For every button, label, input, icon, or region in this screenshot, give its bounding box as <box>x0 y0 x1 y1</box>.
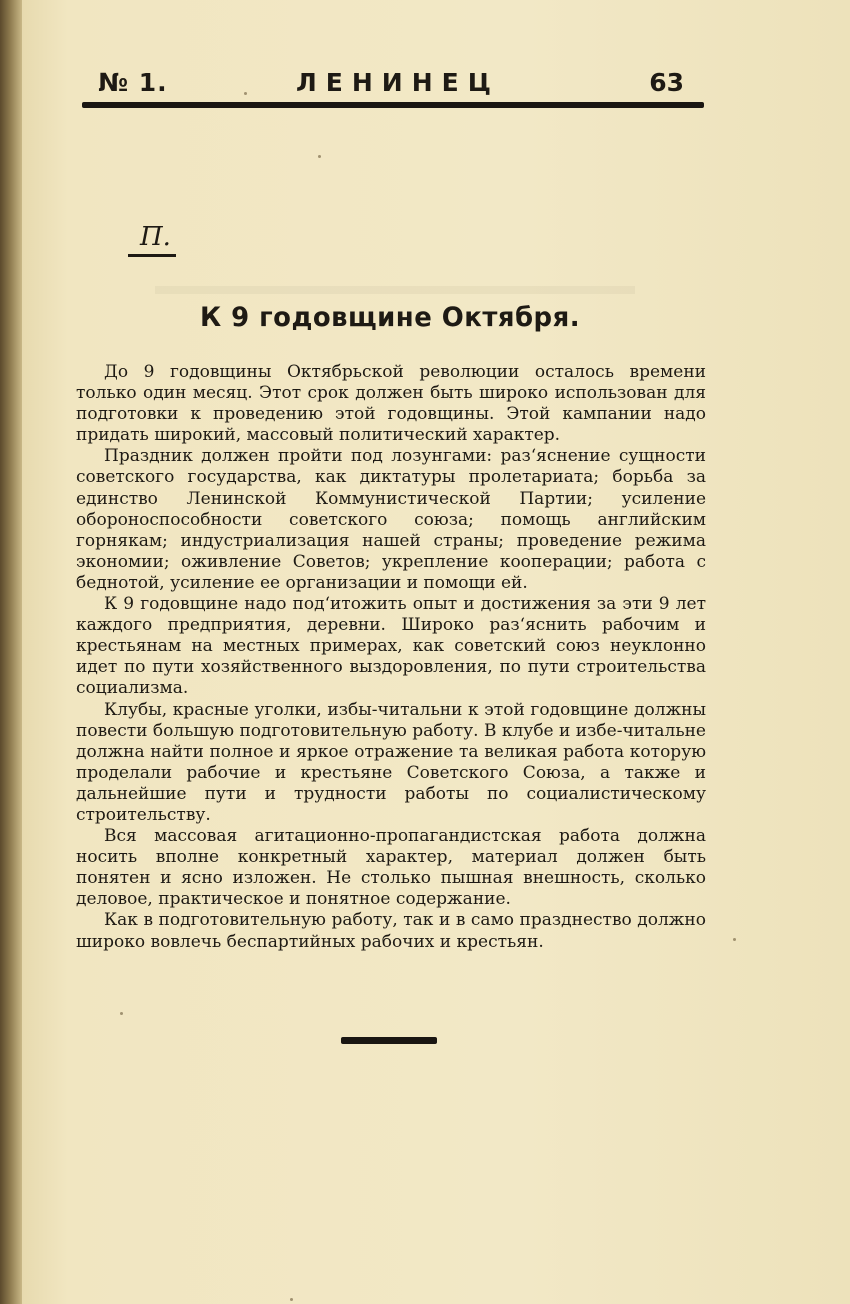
bleed-through-bar <box>155 286 635 294</box>
section-initial: П. <box>140 222 171 252</box>
paragraph: К 9 годовщине надо под‘итожить опыт и достижения за эти 9 лет каждого предприятия, деревни. Широко раз‘яснить рабочим и крестьянам на местных примерах, как советский союз неуклонно идет по пути хозяйственного выздоровления, по пути строительства социализма. <box>76 594 706 699</box>
paragraph: Праздник должен пройти под лозунгами: раз‘яснение сущности советского государства, как диктатуры пролетариата; борьба за единство Ленинской Коммунистической Партии; усиление обороноспособности советского союза; помощь английским горнякам; индустриализация нашей страны; проведение режима экономии; оживление Советов; укрепление кооперации; работа с беднотой, усиление ее организации и помощи ей. <box>76 446 706 593</box>
paragraph: Как в подготовительную работу, так и в само празднество должно широко вовлечь беспартийных рабочих и крестьян. <box>76 910 706 952</box>
article-body <box>76 362 706 953</box>
book-spine <box>0 0 22 1304</box>
paper-speck <box>244 92 247 95</box>
end-rule <box>341 1037 437 1044</box>
journal-title: ЛЕНИНЕЦ <box>296 68 500 97</box>
paragraph: До 9 годовщины Октябрьской революции осталось времени только один месяц. Этот срок должен быть широко использован для подготовки к проведению этой годовщины. Этой кампании надо придать широкий, массовый политический характер. <box>76 362 706 446</box>
paper-speck <box>318 155 321 158</box>
issue-number: № 1. <box>98 68 168 97</box>
paragraph: Вся массовая агитационно-пропагандистская работа должна носить вполне конкретный характер, материал должен быть понятен и ясно изложен. Не столько пышная внешность, сколько деловое, практическое и понятное содержание. <box>76 826 706 910</box>
article-title: К 9 годовщине Октября. <box>199 302 581 333</box>
paper-speck <box>120 1012 123 1015</box>
header-rule <box>82 102 704 108</box>
paper-speck <box>733 938 736 941</box>
running-head <box>82 64 702 104</box>
page-number: 63 <box>649 68 684 97</box>
paragraph: Клубы, красные уголки, избы-читальни к этой годовщине должны повести большую подготовительную работу. В клубе и избе-читальне должна найти полное и яркое отражение та великая работа которую проделали рабочие и крестьяне Советского Союза, а также и дальнейшие пути и трудности работы по социалистическому строительству. <box>76 699 706 825</box>
paper-speck <box>290 1298 293 1301</box>
initial-underline <box>128 254 176 257</box>
